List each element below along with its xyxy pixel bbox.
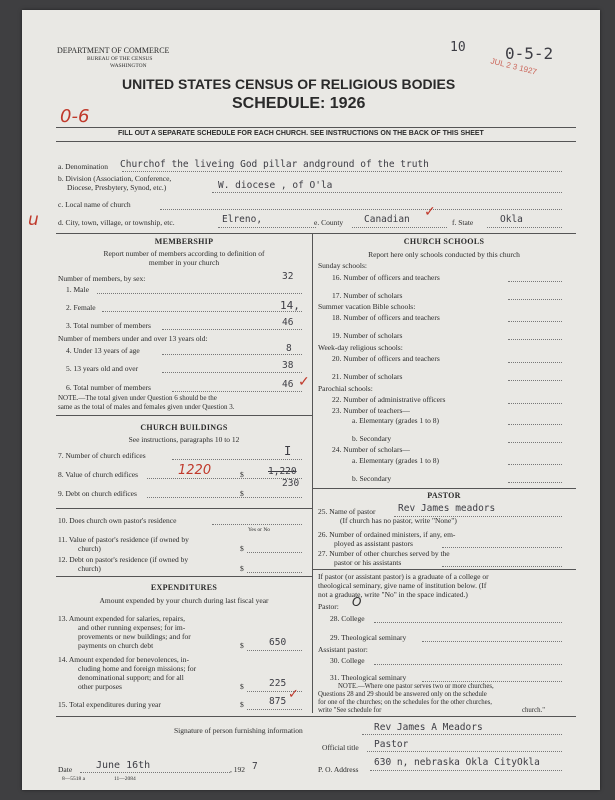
- membership-intro-2: member in your church: [148, 258, 220, 267]
- check-mark: ✓: [298, 375, 310, 390]
- address-label: P. O. Address: [318, 765, 359, 774]
- pastor-note: NOTE.—Where one pastor serves two or more churches,: [338, 683, 494, 690]
- rule: [56, 508, 312, 509]
- field-line: [80, 772, 230, 773]
- pastor-note-4: write "See schedule for: [318, 707, 382, 714]
- q11-label: 11. Value of pastor's residence (if owned by: [58, 535, 189, 544]
- form-title: UNITED STATES CENSUS OF RELIGIOUS BODIES: [122, 76, 456, 92]
- graduate-note: If pastor (or assistant pastor) is a graduate of a college or: [318, 572, 489, 581]
- expenditures-intro: Amount expended by your church during last fiscal year: [99, 596, 269, 605]
- q3-value[interactable]: 46: [282, 317, 294, 328]
- division-label: b. Division (Association, Conference,: [58, 174, 172, 183]
- graduate-note-2: theological seminary, give name of institution below. (If: [318, 581, 487, 590]
- buildings-intro: See instructions, paragraphs 10 to 12: [128, 435, 240, 444]
- field-line: [247, 650, 302, 651]
- pastor-note-3: for one of the churches; on the schedules for the other churches,: [318, 699, 493, 706]
- parochial-schools-label: Parochial schools:: [318, 384, 373, 393]
- pastor-note-2: Questions 28 and 29 should be answered only on the schedule: [318, 691, 487, 698]
- pastor-label: Pastor:: [318, 602, 339, 611]
- date-label: Date: [58, 765, 73, 774]
- q29-field[interactable]: [422, 641, 562, 642]
- q6-value[interactable]: 46: [282, 379, 294, 390]
- field-line: [367, 751, 562, 752]
- q26-field[interactable]: [442, 547, 562, 548]
- top-number: 10: [450, 40, 466, 55]
- bureau-label: BUREAU OF THE CENSUS: [87, 56, 153, 62]
- q6-label: 6. Total number of members: [66, 383, 151, 392]
- q20-field[interactable]: [508, 362, 562, 363]
- q12-field[interactable]: [247, 572, 302, 573]
- q31-label: 31. Theological seminary: [330, 673, 407, 682]
- instruction-text: FILL OUT A SEPARATE SCHEDULE FOR EACH CHURCH. SEE INSTRUCTIONS ON THE BACK OF THIS SHEET: [118, 130, 484, 137]
- members-by-sex-value[interactable]: 32: [282, 271, 294, 282]
- q28-label: 28. College: [330, 614, 365, 623]
- q12-label-2: church): [78, 564, 101, 573]
- q8-handwritten-value: 1220: [178, 463, 212, 478]
- q23b-field[interactable]: [508, 442, 562, 443]
- state-value[interactable]: Okla: [500, 214, 523, 225]
- q26-label-2: ployed as assistant pastors: [334, 539, 413, 548]
- field-line: [247, 709, 302, 710]
- q23a-field[interactable]: [508, 424, 562, 425]
- dollar-sign: $: [240, 470, 244, 479]
- field-line: [218, 227, 316, 228]
- age-label: Number of members under and over 13 years old:: [58, 334, 208, 343]
- q27-label: 27. Number of other churches served by the: [318, 549, 450, 558]
- field-line: [212, 192, 562, 193]
- q14-label-4: other purposes: [78, 682, 122, 691]
- q30-label: 30. College: [330, 656, 365, 665]
- print-number: 11—2084: [114, 776, 136, 782]
- q27-label-2: pastor or his assistants: [334, 558, 402, 567]
- denomination-value[interactable]: Churchof the liveing God pillar andground of the truth: [120, 159, 429, 170]
- official-title-value[interactable]: Pastor: [374, 739, 409, 750]
- field-line: [172, 459, 302, 460]
- q13-label-2: and other running expenses; for im-: [78, 623, 186, 632]
- q23b-label: b. Secondary: [352, 434, 392, 443]
- q23-label: 23. Number of teachers—: [332, 406, 410, 415]
- q17-field[interactable]: [508, 299, 562, 300]
- state-label: f. State: [452, 218, 474, 227]
- field-line: [147, 478, 302, 479]
- signature-value[interactable]: Rev James A Meadors: [374, 722, 483, 733]
- q18-label: 18. Number of officers and teachers: [332, 313, 440, 322]
- official-title-label: Official title: [322, 743, 359, 752]
- city-value[interactable]: Elreno,: [222, 214, 263, 225]
- rule: [312, 569, 576, 570]
- field-line: [102, 311, 302, 312]
- sunday-schools-label: Sunday schools:: [318, 261, 367, 270]
- q29-label: 29. Theological seminary: [330, 633, 407, 642]
- q2-label: 2. Female: [66, 303, 96, 312]
- q3-label: 3. Total number of members: [66, 321, 151, 330]
- q11-field[interactable]: [247, 552, 302, 553]
- field-line: [172, 391, 302, 392]
- membership-intro: Report number of members according to definition of: [103, 249, 265, 258]
- q16-label: 16. Number of officers and teachers: [332, 273, 440, 282]
- field-line: [162, 372, 302, 373]
- q25-label: 25. Name of pastor: [318, 507, 376, 516]
- q10-field[interactable]: [212, 524, 302, 525]
- q21-label: 21. Number of scholars: [332, 372, 403, 381]
- field-line: [362, 734, 562, 735]
- q13-label-4: payments on church debt: [78, 641, 154, 650]
- rule: [56, 415, 312, 416]
- check-mark: ✓: [424, 205, 436, 220]
- schools-title: CHURCH SCHOOLS: [403, 237, 485, 246]
- q19-label: 19. Number of scholars: [332, 331, 403, 340]
- pastor-title: PASTOR: [427, 491, 461, 500]
- check-mark: ✓: [288, 686, 299, 701]
- dollar-sign: $: [240, 700, 244, 709]
- signature-label: Signature of person furnishing information: [174, 726, 303, 735]
- membership-note: NOTE.—The total given under Question 6 should be the: [58, 394, 217, 402]
- pastor-value[interactable]: O: [352, 595, 362, 609]
- local-name-label: c. Local name of church: [58, 200, 131, 209]
- buildings-title: CHURCH BUILDINGS: [140, 423, 228, 432]
- q24b-label: b. Secondary: [352, 474, 392, 483]
- q7-label: 7. Number of church edifices: [58, 451, 146, 460]
- field-line: [162, 354, 302, 355]
- q23a-label: a. Elementary (grades 1 to 8): [352, 416, 440, 425]
- q22-label: 22. Number of administrative officers: [332, 395, 446, 404]
- division-label-2: Diocese, Presbytery, Synod, etc.): [67, 183, 167, 192]
- left-code: 0-6: [60, 106, 90, 127]
- year-value[interactable]: 7: [252, 761, 258, 772]
- q8-extra-value: 230: [282, 478, 300, 489]
- form-number: 8—5518 a: [62, 776, 86, 782]
- q10-label: 10. Does church own pastor's residence: [58, 516, 177, 525]
- assistant-label: Assistant pastor:: [318, 645, 368, 654]
- dollar-sign: $: [240, 564, 244, 573]
- q18-field[interactable]: [508, 321, 562, 322]
- q27-field[interactable]: [442, 566, 562, 567]
- yes-no-label: Yes or No: [248, 527, 271, 533]
- rule: [56, 716, 576, 717]
- department-label: DEPARTMENT OF COMMERCE: [57, 46, 170, 55]
- weekday-schools-label: Week-day religious schools:: [318, 343, 403, 352]
- q2-value[interactable]: 14,: [280, 299, 300, 312]
- q14-value[interactable]: 225: [269, 678, 287, 689]
- dollar-sign: $: [240, 489, 244, 498]
- field-line: [162, 329, 302, 330]
- field-line: [370, 770, 562, 771]
- denomination-label: a. Denomination: [58, 162, 108, 171]
- q21-field[interactable]: [508, 380, 562, 381]
- q31-field[interactable]: [422, 681, 562, 682]
- q4-value[interactable]: 8: [286, 343, 292, 354]
- q8-value[interactable]: 1,220: [268, 466, 297, 477]
- q12-label: 12. Debt on pastor's residence (if owned by: [58, 555, 189, 564]
- q13-value[interactable]: 650: [269, 637, 287, 648]
- q26-label: 26. Number of ordained ministers, if any, em-: [318, 530, 456, 539]
- address-value[interactable]: 630 n, nebraska Okla CityOkla: [374, 757, 540, 768]
- q25-value[interactable]: Rev James meadors: [398, 503, 496, 514]
- vacation-schools-label: Summer vacation Bible schools:: [318, 302, 416, 311]
- members-by-sex-label: Number of members, by sex:: [58, 274, 146, 283]
- q13-label: 13. Amount expended for salaries, repairs,: [58, 614, 186, 623]
- q4-label: 4. Under 13 years of age: [66, 346, 140, 355]
- q5-label: 5. 13 years old and over: [66, 364, 139, 373]
- q14-label-3: denominational support; and for all: [78, 673, 184, 682]
- local-name-field[interactable]: [160, 209, 562, 210]
- q24a-field[interactable]: [508, 464, 562, 465]
- q22-field[interactable]: [508, 403, 562, 404]
- year-prefix: , 192: [230, 765, 245, 774]
- q14-label-2: cluding home and foreign missions; for: [78, 664, 197, 673]
- field-line: [352, 227, 447, 228]
- pastor-note-5: church.": [522, 707, 545, 714]
- rule: [56, 576, 312, 577]
- q5-value[interactable]: 38: [282, 360, 294, 371]
- margin-mark: u: [28, 210, 39, 230]
- dollar-sign: $: [240, 544, 244, 553]
- city-label-field: d. City, town, village, or township, etc.: [58, 218, 175, 227]
- membership-note-2: same as the total of males and females given under Question 3.: [58, 403, 235, 411]
- q1-label: 1. Male: [66, 285, 89, 294]
- q1-field[interactable]: [97, 293, 302, 294]
- q8-label: 8. Value of church edifices: [58, 470, 139, 479]
- q25-note: (If church has no pastor, write "None"): [340, 516, 457, 525]
- q7-value[interactable]: I: [284, 444, 292, 458]
- schedule-title: SCHEDULE: 1926: [232, 95, 366, 112]
- date-value[interactable]: June 16th: [96, 760, 151, 771]
- top-code: 0-5-2: [505, 44, 554, 63]
- rule: [56, 141, 576, 142]
- q15-value[interactable]: 875: [269, 696, 287, 707]
- column-divider: [312, 233, 313, 713]
- q24a-label: a. Elementary (grades 1 to 8): [352, 456, 440, 465]
- membership-title: MEMBERSHIP: [154, 237, 214, 246]
- county-value[interactable]: Canadian: [364, 214, 410, 225]
- rule: [56, 233, 576, 234]
- rule: [56, 127, 576, 128]
- q19-field[interactable]: [508, 339, 562, 340]
- graduate-note-3: not a graduate, write "No" in the space indicated.): [318, 590, 468, 599]
- field-line: [487, 227, 562, 228]
- q15-label: 15. Total expenditures during year: [58, 700, 161, 709]
- expenditures-title: EXPENDITURES: [150, 583, 218, 592]
- city-label: WASHINGTON: [110, 63, 147, 69]
- q9-field[interactable]: [147, 497, 302, 498]
- rule: [312, 488, 576, 489]
- q20-label: 20. Number of officers and teachers: [332, 354, 440, 363]
- q24b-field[interactable]: [508, 482, 562, 483]
- dollar-sign: $: [240, 682, 244, 691]
- division-value[interactable]: W. diocese , of O'la: [218, 180, 333, 191]
- q14-label: 14. Amount expended for benevolences, in-: [58, 655, 190, 664]
- q24-label: 24. Number of scholars—: [332, 445, 410, 454]
- dollar-sign: $: [240, 641, 244, 650]
- q28-field[interactable]: [374, 622, 562, 623]
- q16-field[interactable]: [508, 281, 562, 282]
- county-label: e. County: [314, 218, 344, 227]
- schools-intro: Report here only schools conducted by this church: [368, 250, 520, 259]
- q9-label: 9. Debt on church edifices: [58, 489, 137, 498]
- q11-label-2: church): [78, 544, 101, 553]
- q30-field[interactable]: [374, 664, 562, 665]
- q17-label: 17. Number of scholars: [332, 291, 403, 300]
- q13-label-3: provements or new buildings; and for: [78, 632, 191, 641]
- census-schedule-page: [22, 10, 600, 790]
- received-stamp: JUL 2 3 1927: [489, 56, 538, 77]
- field-line: [122, 171, 562, 172]
